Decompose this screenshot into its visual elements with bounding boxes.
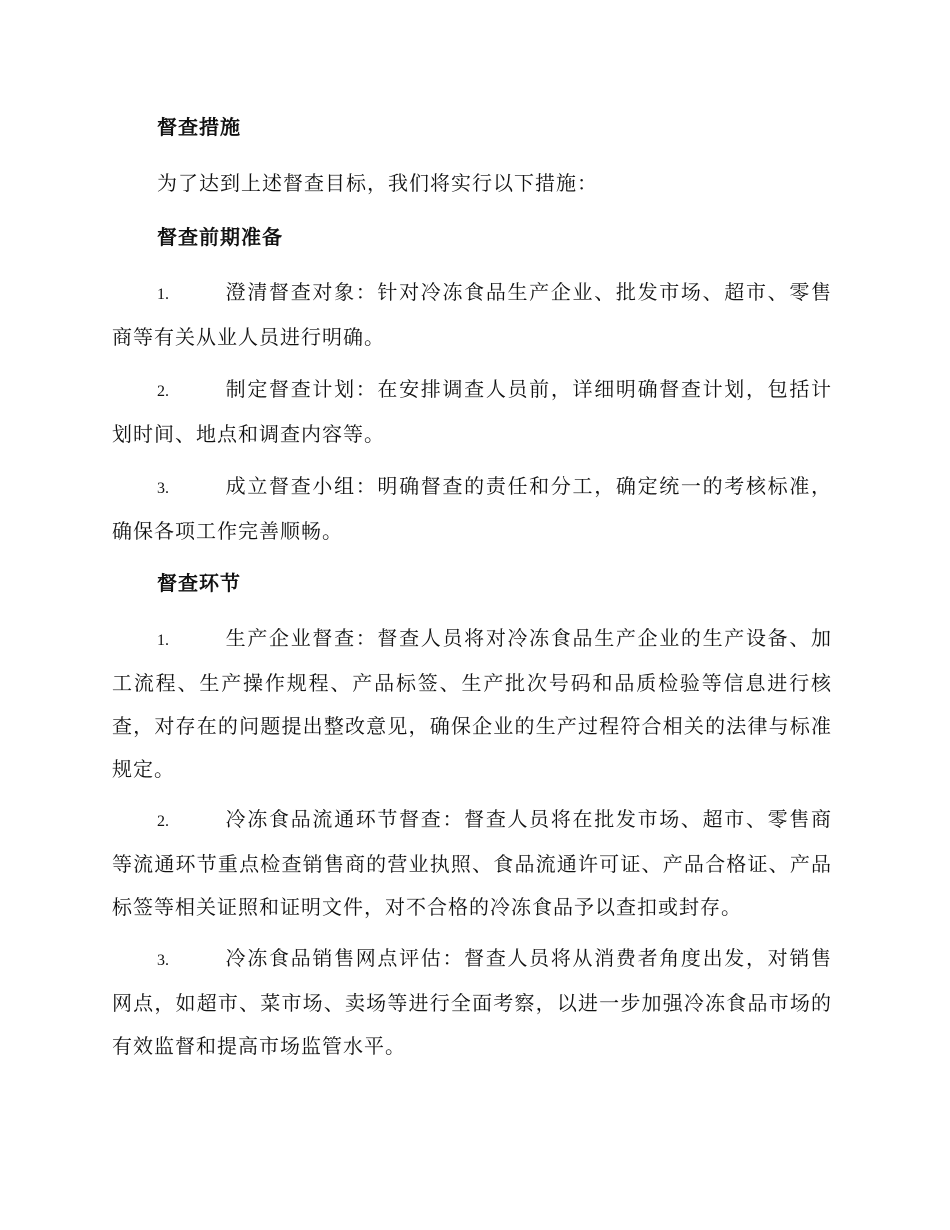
- list-number: 3.: [157, 480, 169, 497]
- intro-paragraph: 为了达到上述督查目标，我们将实行以下措施：: [157, 171, 598, 195]
- list-item-text: 成立督查小组：明确督查的责任和分工，确定统一的考核标准，确保各项工作完善顺畅。: [112, 474, 832, 543]
- process-list-item: [112, 798, 832, 929]
- prep-list-item: [112, 368, 832, 456]
- list-item-text: 冷冻食品流通环节督查：督查人员将在批发市场、超市、零售商等流通环节重点检查销售商的营业执照、食品流通许可证、产品合格证、产品标签等相关证照和证明文件，对不合格的冷冻食品予以查扣或封存。: [112, 807, 832, 919]
- list-number: 1.: [157, 632, 169, 649]
- list-number: 2.: [157, 813, 169, 830]
- list-item-text: 澄清督查对象：针对冷冻食品生产企业、批发市场、超市、零售商等有关从业人员进行明确。: [112, 280, 832, 349]
- list-number: 1.: [157, 286, 169, 303]
- prep-list-item: [112, 271, 832, 359]
- process-list-item: [112, 617, 832, 791]
- list-item-text: 冷冻食品销售网点评估：督查人员将从消费者角度出发，对销售网点，如超市、菜市场、卖场等进行全面考察，以进一步加强冷冻食品市场的有效监督和提高市场监管水平。: [112, 946, 832, 1058]
- measures-heading: 督查措施: [157, 115, 241, 139]
- process-list-item: [112, 937, 832, 1068]
- prep-list-item: [112, 465, 832, 553]
- process-heading: 督查环节: [157, 571, 241, 595]
- prep-heading: 督查前期准备: [157, 225, 283, 249]
- list-number: 3.: [157, 952, 169, 969]
- list-item-text: 生产企业督查：督查人员将对冷冻食品生产企业的生产设备、加工流程、生产操作规程、产品标签、生产批次号码和品质检验等信息进行核查，对存在的问题提出整改意见，确保企业的生产过程符合相关的法律与标准规定。: [112, 626, 832, 781]
- list-number: 2.: [157, 383, 169, 400]
- list-item-text: 制定督查计划：在安排调查人员前，详细明确督查计划，包括计划时间、地点和调查内容等。: [112, 377, 832, 446]
